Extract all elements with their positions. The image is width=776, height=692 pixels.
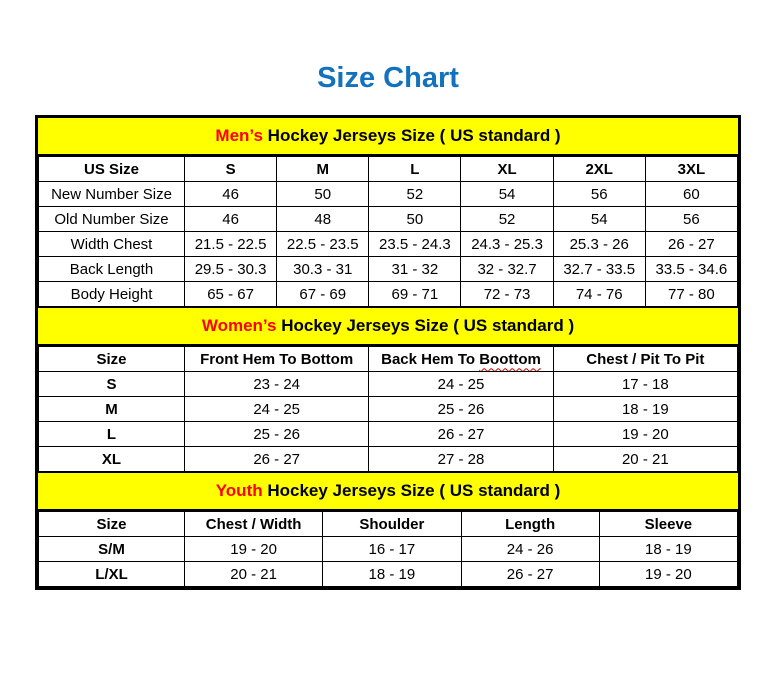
column-header: Length — [461, 512, 599, 537]
column-header: Size — [39, 347, 185, 372]
table-cell: 24 - 25 — [185, 397, 369, 422]
table-cell: 27 - 28 — [369, 447, 553, 472]
table-row — [39, 537, 738, 562]
table-cell: 26 - 27 — [461, 562, 599, 587]
column-header: M — [277, 157, 369, 182]
table-cell: 24 - 25 — [369, 372, 553, 397]
table-row — [39, 257, 738, 282]
size-chart-table — [35, 115, 741, 590]
column-header: XL — [461, 157, 553, 182]
table-cell: 32.7 - 33.5 — [553, 257, 645, 282]
table-cell: 52 — [369, 182, 461, 207]
column-header: Chest / Width — [185, 512, 323, 537]
section-title-rest-mens: Hockey Jerseys Size ( US standard ) — [262, 126, 561, 145]
column-header: Shoulder — [323, 512, 461, 537]
table-cell: 18 - 19 — [323, 562, 461, 587]
table-cell: 32 - 32.7 — [461, 257, 553, 282]
table-row — [39, 422, 738, 447]
table-cell: 19 - 20 — [599, 562, 737, 587]
column-header: Front Hem To Bottom — [185, 347, 369, 372]
row-label: M — [39, 397, 185, 422]
table-cell: 24.3 - 25.3 — [461, 232, 553, 257]
table-cell: 18 - 19 — [599, 537, 737, 562]
column-header: S — [185, 157, 277, 182]
table-cell: 17 - 18 — [553, 372, 737, 397]
table-cell: 52 — [461, 207, 553, 232]
section-highlight-mens: Men’s — [215, 126, 263, 145]
table-row — [39, 447, 738, 472]
table-cell: 29.5 - 30.3 — [185, 257, 277, 282]
table-cell: 25 - 26 — [369, 397, 553, 422]
column-header: 3XL — [645, 157, 737, 182]
section-title-rest-womens: Hockey Jerseys Size ( US standard ) — [276, 316, 575, 335]
table-header-row — [39, 512, 738, 537]
page-title: Size Chart — [317, 62, 459, 94]
table-cell: 24 - 26 — [461, 537, 599, 562]
table-cell: 23.5 - 24.3 — [369, 232, 461, 257]
table-cell: 67 - 69 — [277, 282, 369, 307]
row-label: L/XL — [39, 562, 185, 587]
section-highlight-womens: Women’s — [201, 316, 277, 335]
table-cell: 25.3 - 26 — [553, 232, 645, 257]
table-cell: 46 — [185, 207, 277, 232]
table-cell: 54 — [553, 207, 645, 232]
section-header-womens — [38, 307, 738, 346]
table-cell: 26 - 27 — [369, 422, 553, 447]
table-row — [39, 282, 738, 307]
table-row — [39, 232, 738, 257]
table-cell: 46 — [185, 182, 277, 207]
table-cell: 69 - 71 — [369, 282, 461, 307]
table-cell: 48 — [277, 207, 369, 232]
row-label: New Number Size — [39, 182, 185, 207]
row-label: L — [39, 422, 185, 447]
table-cell: 18 - 19 — [553, 397, 737, 422]
table-cell: 25 - 26 — [185, 422, 369, 447]
table-cell: 19 - 20 — [185, 537, 323, 562]
table-cell: 74 - 76 — [553, 282, 645, 307]
table-cell: 31 - 32 — [369, 257, 461, 282]
row-label: Width Chest — [39, 232, 185, 257]
table-cell: 77 - 80 — [645, 282, 737, 307]
column-header — [369, 347, 553, 372]
row-label: S — [39, 372, 185, 397]
table-cell: 23 - 24 — [185, 372, 369, 397]
table-cell: 60 — [645, 182, 737, 207]
table-cell: 19 - 20 — [553, 422, 737, 447]
table-cell: 26 - 27 — [645, 232, 737, 257]
column-header: 2XL — [553, 157, 645, 182]
table-cell: 16 - 17 — [323, 537, 461, 562]
column-header: L — [369, 157, 461, 182]
table-header-row — [39, 347, 738, 372]
column-header: Chest / Pit To Pit — [553, 347, 737, 372]
row-label: Old Number Size — [39, 207, 185, 232]
table-cell: 30.3 - 31 — [277, 257, 369, 282]
table-cell: 21.5 - 22.5 — [185, 232, 277, 257]
table-cell: 22.5 - 23.5 — [277, 232, 369, 257]
table-cell: 65 - 67 — [185, 282, 277, 307]
table-cell: 56 — [553, 182, 645, 207]
table-row — [39, 372, 738, 397]
table-cell: 26 - 27 — [185, 447, 369, 472]
table-row — [39, 397, 738, 422]
section-title-rest-youth: Hockey Jerseys Size ( US standard ) — [262, 481, 561, 500]
section-header-youth — [38, 472, 738, 511]
table-row — [39, 562, 738, 587]
column-header: Sleeve — [599, 512, 737, 537]
table-cell: 20 - 21 — [185, 562, 323, 587]
table-cell: 33.5 - 34.6 — [645, 257, 737, 282]
table-cell: 50 — [369, 207, 461, 232]
mens-size-table — [38, 156, 738, 307]
row-label: S/M — [39, 537, 185, 562]
womens-size-table — [38, 346, 738, 472]
table-cell: 54 — [461, 182, 553, 207]
table-cell: 72 - 73 — [461, 282, 553, 307]
table-row — [39, 207, 738, 232]
section-header-mens — [38, 118, 738, 156]
row-label: Body Height — [39, 282, 185, 307]
row-label: Back Length — [39, 257, 185, 282]
table-cell: 20 - 21 — [553, 447, 737, 472]
section-highlight-youth: Youth — [215, 481, 263, 500]
table-cell: 56 — [645, 207, 737, 232]
row-label: XL — [39, 447, 185, 472]
table-row — [39, 182, 738, 207]
column-header-text: Back Hem To — [381, 350, 480, 368]
table-header-row — [39, 157, 738, 182]
misspelled-word-squiggle: Boottom — [479, 350, 541, 368]
column-header: Size — [39, 512, 185, 537]
column-header: US Size — [39, 157, 185, 182]
youth-size-table — [38, 511, 738, 587]
table-cell: 50 — [277, 182, 369, 207]
